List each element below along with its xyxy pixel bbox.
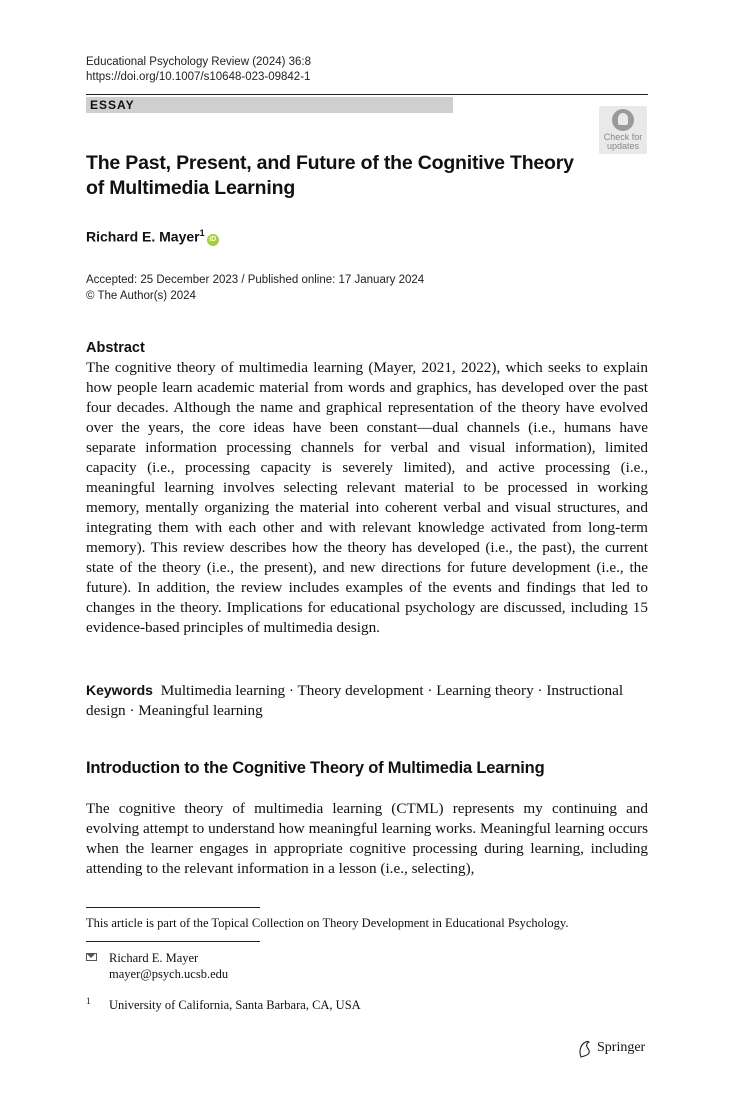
publication-info: [86, 272, 424, 304]
bookmark-icon: [612, 109, 634, 131]
orcid-icon[interactable]: iD: [207, 234, 219, 246]
affiliation: University of California, Santa Barbara, CA, USA: [109, 998, 361, 1012]
check-updates-line1: Check for: [603, 132, 643, 142]
footnote-rule: [86, 907, 260, 908]
intro-paragraph: The cognitive theory of multimedia learning (CTML) represents my continuing and evolving attempt to understand how meaningful learning works. Meaningful learning occurs when the learner engages in appropriate cognitive processing during learning, including attending to the relevant information in a lesson (i.e., selecting),: [86, 800, 648, 877]
header-rule: [86, 94, 648, 95]
collection-footnote: This article is part of the Topical Collection on Theory Development in Educational Psychology.: [86, 916, 569, 930]
abstract-heading: Abstract: [86, 340, 145, 356]
keywords-list: Multimedia learning · Theory development · Learning theory · Instructional design · Meaningful learning: [86, 682, 624, 719]
publisher-name: Springer: [597, 1040, 646, 1055]
check-for-updates-badge[interactable]: [599, 106, 647, 154]
keywords-heading: Keywords: [86, 682, 153, 698]
article-title: [86, 151, 586, 201]
mail-icon: [86, 953, 97, 961]
publication-dates: Accepted: 25 December 2023 / Published online: 17 January 2024: [86, 274, 425, 286]
author-line: [86, 228, 219, 246]
section-label: ESSAY: [90, 98, 135, 112]
title-line-1: The Past, Present, and Future of the Cognitive Theory: [86, 152, 574, 174]
affiliation-marker: 1: [199, 228, 205, 238]
contact-info: [109, 950, 228, 982]
section-bar: [86, 97, 453, 113]
contact-name: Richard E. Mayer: [109, 951, 199, 965]
journal-info: [86, 55, 311, 85]
keywords: [86, 680, 648, 721]
title-line-2: of Multimedia Learning: [86, 177, 296, 199]
footnote-rule-2: [86, 941, 260, 942]
springer-horse-icon: [577, 1040, 593, 1058]
copyright: © The Author(s) 2024: [86, 290, 196, 302]
journal-citation: Educational Psychology Review (2024) 36:8: [86, 56, 312, 68]
affiliation-footnote-marker: 1: [86, 996, 91, 1006]
contact-email[interactable]: mayer@psych.ucsb.edu: [109, 967, 229, 981]
check-updates-line2: updates: [606, 141, 640, 151]
author-name[interactable]: Richard E. Mayer: [86, 228, 200, 245]
abstract-text: The cognitive theory of multimedia learning (Mayer, 2021, 2022), which seeks to explain how people learn academic material from words and graphics, has developed over the past four decades. Although the name and graphical representation of the theory have evolved over the years, the core ideas have been constant—dual channels (i.e., humans have separate information processing channels for verbal and visual information), limited capacity (i.e., processing capacity is severely limited), and active processing (i.e., meaningful learning involves selecting relevant material to be processed in working memory, mentally organizing the material into coherent verbal and visual structures, and integrating them with each other and with relevant knowledge activated from long-term memory). This review describes how the theory has developed (i.e., the past), the current state of the theory (i.e., the present), and new directions for future development (i.e., the future). In addition, the review includes examples of the events and findings that led to changes in the theory. Implications for educational psychology are discussed, including 15 evidence-based principles of multimedia design.: [86, 359, 648, 636]
section-heading: Introduction to the Cognitive Theory of Multimedia Learning: [86, 759, 545, 777]
doi-link[interactable]: https://doi.org/10.1007/s10648-023-09842-1: [86, 71, 311, 83]
